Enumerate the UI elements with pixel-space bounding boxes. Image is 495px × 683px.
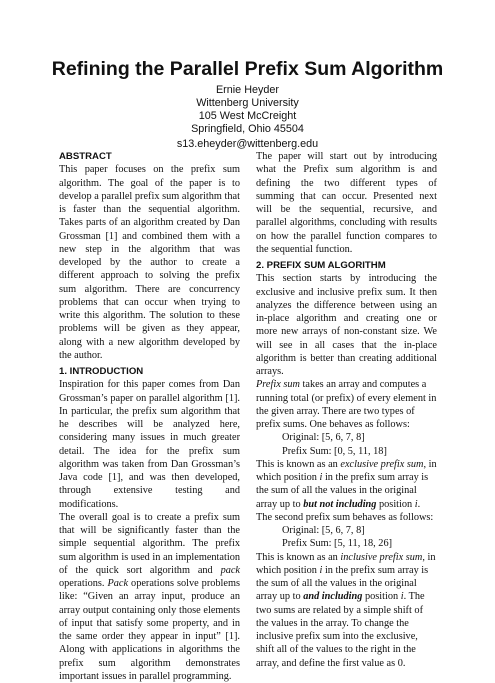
example2-prefix-sum: Prefix Sum: [5, 11, 18, 26] [282,538,393,550]
section2-paragraph-1: This section starts by introducing the exclusive and inclusive prefix sum. It then analyzes the difference between using an in-place algorithm and creating one or more new arrays of non-constant size. We will see in all cases that the in-place algorithm is better than creating additional arrays. [256,273,437,377]
author-affiliation: Wittenberg University [196,97,299,109]
left-column [59,150,240,683]
right-intro-paragraph: The paper will start out by introducing what the Prefix sum algorithm is and defining the two different types of summing that can occur. Presented next will be the sequential, recursive, and parallel algorithms, concluding with results on how the parallel function compares to the sequential function. [256,151,437,255]
intro-paragraph-1: Inspiration for this paper comes from Dan Grossman’s paper on parallel algorithm [1]. In particular, the prefix sum algorithm that he describes will be analyzed here, considering many issues in much greater detail. The idea for the prefix sum algorithm was taken from Dan Grossman’s Java code [1], and was then developed, through extensive testing and modifications. [59,379,240,510]
abstract-heading: ABSTRACT [59,151,112,162]
author-name: Ernie Heyder [215,84,279,96]
abstract-text: This paper focuses on the prefix sum algorithm. The goal of the paper is to develop a parallel prefix sum algorithm that is faster than the sequential algorithm. Takes parts of an algorithm created by Dan Grossman [1] and combined them with a new step in the algorithm that was developed by the author to create a different approach to solving the prefix sum algorithm. There are concurrency problems that can occur when trying to write this algorithm. The solution to these problems will be given as they appear, along with a new algorithm developed by the author. [59,164,240,361]
section2-paragraph-4: This is known as an inclusive prefix sum, in which position i in the prefix sum array is the sum of all the values in the original array up to and including position i. The two sums are related by a simple shift of the values in the array. To change the inclusive prefix sum into the exclusive, shift all of the values to the right in the array, and define the first value as 0. [256,551,436,669]
right-column [256,150,437,670]
intro-heading: 1. INTRODUCTION [59,366,144,377]
section2-heading: 2. PREFIX SUM ALGORITHM [256,260,386,271]
author-address-line1: 105 West McCreight [198,110,297,122]
example1-prefix-sum: Prefix Sum: [0, 5, 11, 18] [282,445,387,457]
example1-original: Original: [5, 6, 7, 8] [282,432,365,444]
section2-paragraph-3: This is known as an exclusive prefix sum, in which position i in the prefix sum array is the sum of all the values in the original array up to but not including position i. The second prefix sum behaves as follows: [256,458,437,523]
intro-paragraph-2: The overall goal is to create a prefix sum that will be significantly faster than the simple sequential algorithm. The prefix sum algorithm is used in an implementation of the quick sort algorithm and pack operations. Pack operations solve problems like: “Given an array input, produce an array output containing only those elements of input that satisfy some property, and in the same order they appear in input” [1]. Along with applications in algorithms the prefix sum algorithm demonstrates important issues in parallel programming. [59,511,240,682]
example2-original: Original: [5, 6, 7, 8] [282,525,365,536]
section2-paragraph-2: Prefix sum takes an array and computes a running total (or prefix) of every element in the given array. There are two types of prefix sums. One behaves as follows: [256,379,437,430]
paper-title: Refining the Parallel Prefix Sum Algorithm [51,58,444,80]
author-email: s13.eheyder@wittenberg.edu [176,138,319,150]
author-address-line2: Springfield, Ohio 45504 [191,123,304,135]
